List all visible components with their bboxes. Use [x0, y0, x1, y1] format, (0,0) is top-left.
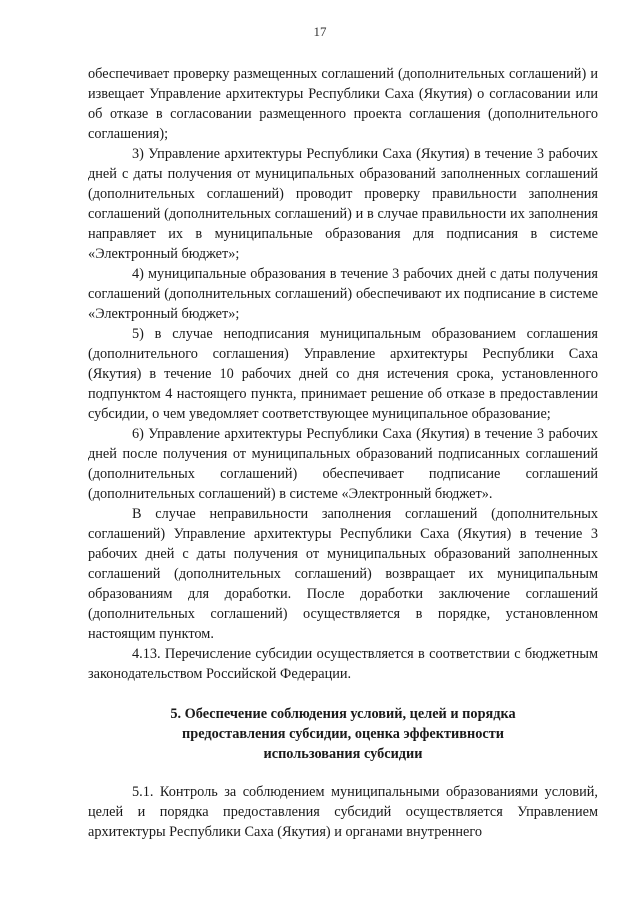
paragraph: обеспечивает проверку размещенных соглашений (дополнительных соглашений) и извещает Управление архитектуры Республики Саха (Якутия) о согласовании или об отказе в согласовании размещенного проекта соглашения (дополнительного соглашения); [88, 66, 598, 142]
document-body [88, 64, 598, 842]
section-heading [88, 704, 598, 764]
paragraph: 3) Управление архитектуры Республики Саха (Якутия) в течение 3 рабочих дней с даты получения от муниципальных образований заполненных соглашений (дополнительных соглашений) проводит проверку правильности заполнения соглашений (дополнительных соглашений) и в случае правильности их заполнения направляет их в муниципальные образования для подписания в системе «Электронный бюджет»; [88, 146, 598, 262]
paragraph: В случае неправильности заполнения соглашений (дополнительных соглашений) Управление архитектуры Республики Саха (Якутия) в течение 3 рабочих дней с даты получения от муниципальных образований заполненных соглашений (дополнительных соглашений) возвращает их муниципальным образованиям для доработки. После доработки заключение соглашений (дополнительных соглашений) осуществляется в порядке, установленном настоящим пунктом. [88, 506, 598, 642]
paragraph: 6) Управление архитектуры Республики Саха (Якутия) в течение 3 рабочих дней после получения от муниципальных образований подписанных соглашений (дополнительных соглашений) обеспечивает подписание соглашений (дополнительных соглашений) в системе «Электронный бюджет». [88, 426, 598, 502]
paragraph: 5.1. Контроль за соблюдением муниципальными образованиями условий, целей и порядка предоставления субсидий осуществляется Управлением архитектуры Республики Саха (Якутия) и органами внутреннего [88, 784, 598, 840]
paragraph: 5) в случае неподписания муниципальным образованием соглашения (дополнительного соглашения) Управление архитектуры Республики Саха (Якутия) в течение 10 рабочих дней со дня истечения срока, установленного подпунктом 4 настоящего пункта, принимает решение об отказе в предоставлении субсидии, о чем уведомляет соответствующее муниципальное образование; [88, 326, 598, 422]
section-heading-line: предоставления субсидии, оценка эффективности [182, 726, 504, 742]
paragraph: 4) муниципальные образования в течение 3 рабочих дней с даты получения соглашений (дополнительных соглашений) обеспечивают их подписание в системе «Электронный бюджет»; [88, 266, 598, 322]
section-heading-line: 5. Обеспечение соблюдения условий, целей и порядка [170, 706, 516, 722]
page-number: 17 [313, 24, 327, 39]
paragraph: 4.13. Перечисление субсидии осуществляется в соответствии с бюджетным законодательством Российской Федерации. [88, 646, 598, 682]
section-heading-line: использования субсидии [263, 746, 423, 762]
